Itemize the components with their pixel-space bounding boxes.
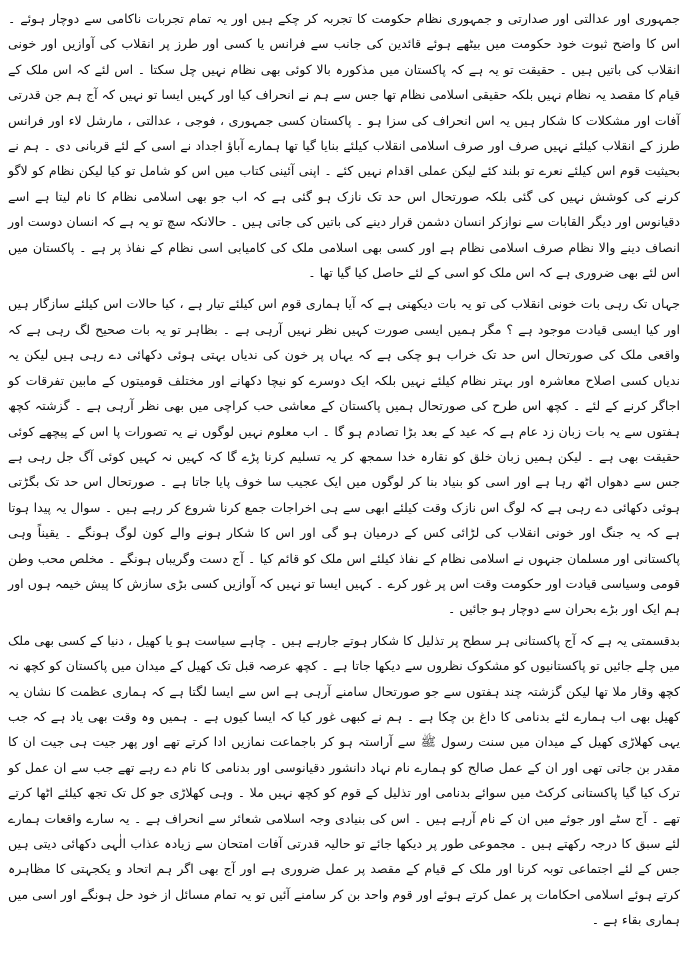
article-paragraph-2: جہاں تک رہی بات خونی انقلاب کی تو یہ بات دیکھنی ہے کہ آیا ہماری قوم اس کیلئے تیار ہے ، کیا حالات اس کیلئے سازگار ہیں اور کیا ایسی قیادت موجود ہے ؟ مگر ہمیں ایسی صورت کہیں نظر نہیں آرہی ہے ۔ بظاہر تو یہ بات صحیح لگ رہی ہے کہ واقعی ملک کی صورتحال اس حد تک خراب ہو چکی ہے کہ یہاں پر خون کی ندیاں بہتی ہوئی دکھائی دے رہی ہیں لیکن یہ ندیاں کسی اصلاح معاشرہ اور بہتر نظام کیلئے نہیں بلکہ ایک دوسرے کو نیچا دکھانے اور مختلف قومیتوں کے مابین تفرقات کو اجاگر کرنے کے لئے ۔ کچھ اس طرح کی صورتحال ہمیں پاکستان کے معاشی حب کراچی میں بھی نظر آرہی ہے ۔ گزشتہ کچھ ہفتوں سے یہ بات زبان زد عام ہے کہ عید کے بعد بڑا تصادم ہو گا ۔ اب معلوم نہیں لوگوں نے یہ تصورات پا اس کے پیچھے کوئی حقیقت بھی ہے ۔ لیکن ہمیں زبان خلق کو نقارہ خدا سمجھ کر یہ تسلیم کرنا پڑے گا کہ کہیں نہ کہیں کوئی آگ جل رہی ہے جس سے دھواں اٹھ رہا ہے اور اسی کو بنیاد بنا کر لوگوں میں ایک عجیب سا خوف پایا جاتا ہے ۔ صورتحال اس حد تک بگڑتی ہوئی دکھائی دے رہی ہے کہ لوگ اس نازک وقت کیلئے ابھی سے ہی اخراجات جمع کرنا شروع کر رہے ہیں ۔ سوال یہ پیدا ہوتا ہے کہ یہ جنگ اور خونی انقلاب کی لڑائی کس کے درمیان ہو گی اور اس کا شکار ہونے والے کون لوگ ہونگے ۔ یقیناً وہی پاکستانی اور مسلمان جنہوں نے اسلامی نظام کے نفاذ کیلئے اس ملک کو قائم کیا ۔ آج دست وگریباں ہونگے ۔ مخلص محب وطن قومی وسیاسی قیادت اور حکومت وقت اس پر غور کرے ۔ کہیں ایسا تو نہیں کہ آوازیں کسی بڑی سازش کا پیش خیمہ ہوں اور ہم ایک اور بڑے بحران سے دوچار ہو جائیں ۔: [8, 296, 680, 617]
article-paragraph-1: جمہوری اور عدالتی اور صدارتی و جمہوری نظام حکومت کا تجربہ کر چکے ہیں اور یہ تمام تجربات ناکامی سے دوچار ہوئے ۔ اس کا واضح ثبوت خود حکومت میں بیٹھے ہوئے قائدین کی جانب سے فرانس یا کسی اور طرز پر انقلاب کی آوازیں اور خونی انقلاب کی باتیں ہیں ۔ حقیقت تو یہ ہے کہ پاکستان میں مذکورہ بالا کوئی بھی نظام نہیں چل سکتا ۔ اس لئے کہ اس ملک کے قیام کا مقصد یہ نظام نہیں بلکہ حقیقی اسلامی نظام تھا جس سے ہم نے انحراف کیا اور کہیں ایسا تو نہیں کہ آج ہم جن قدرتی آفات اور مشکلات کا شکار ہیں یہ اس انحراف کی سزا ہو ۔ پاکستان کسی جمہوری ، فوجی ، عدالتی ، مارشل لاء اور فرانس طرز کے انقلاب کیلئے نہیں صرف اور صرف اسلامی انقلاب کیلئے بنایا گیا تھا ہمارے آباؤ اجداد نے اسی کے لئے قربانی دی ۔ ہم نے بحیثیت قوم اس کیلئے نعرے تو بلند کئے لیکن عملی اقدام نہیں کئے ۔ اپنی آئینی کتاب میں اس کو شامل تو کیا لیکن نظام کو لاگو کرنے کی کوشش نہیں کی گئی بلکہ صورتحال اس حد تک نازک ہو گئی ہے کہ اب جو بھی اسلامی نظام کا نام لیتا ہے اسے دقیانوس اور دیگر القابات سے نوازکر انسان دشمن قرار دینے کی باتیں کی جاتی ہیں ۔ حالانکہ سچ تو یہ ہے کہ انسان دوست اور انصاف دینے والا نظام صرف اسلامی نظام ہے اور کسی بھی اسلامی ملک کی کامیابی اسی نظام کے نفاذ پر ہے ۔ پاکستان میں اس لئے بھی ضروری ہے کہ اس ملک کو اسی کے لئے حاصل کیا گیا تھا ۔: [8, 11, 680, 281]
article-page: [8, 6, 680, 946]
article-paragraph-3: بدقسمتی یہ ہے کہ آج پاکستانی ہر سطح پر تذلیل کا شکار ہوتے جارہے ہیں ۔ چاہے سیاست ہو یا کھیل ، دنیا کے کسی بھی ملک میں چلے جائیں تو پاکستانیوں کو مشکوک نظروں سے دیکھا جاتا ہے ۔ کچھ عرصہ قبل تک کھیل کے میدان میں پاکستان کو کچھ نہ کچھ وقار ملا تھا لیکن گزشتہ چند ہفتوں سے جو صورتحال سامنے آرہی ہے اس سے ایسا لگتا ہے کہ ہماری عظمت کا نشان یہ کھیل بھی اب ہمارے لئے بدنامی کا داغ بن چکا ہے ۔ ہم نے کبھی غور کیا کہ ایسا کیوں ہے ۔ ہمیں وہ وقت بھی یاد ہے کہ جب یہی کھلاڑی کھیل کے میدان میں سنت رسول ﷺ سے آراستہ ہو کر باجماعت نمازیں ادا کرتے تھے اور پھر جیت ہی جیت ان کا مقدر بن جاتی تھی اور ان کے عمل صالح کو ہمارے نام نہاد دانشور دقیانوسی اور بدنامی کا نام دے رہے تھے جب سے ان عمل کو ترک کیا گیا پاکستانی کرکٹ میں سوائے بدنامی اور تذلیل کے قوم کو کچھ نہیں ملا ۔ وہی کھلاڑی جو کل تک تجھ کیلئے اٹھا کرتے تھے ۔ آج سٹے اور جوئے میں ان کے نام آرہے ہیں ۔ اس کی بنیادی وجہ اسلامی شعائر سے انحراف ہے ۔ یہ سارے واقعات ہمارے لئے سبق کا درجہ رکھتے ہیں ۔ مجموعی طور پر دیکھا جائے تو حالیہ قدرتی آفات امتحان سے زیادہ عذاب الٰہی دکھائی دیتی ہیں جس کے لئے اجتماعی توبہ کرنا اور ملک کے قیام کے مقصد پر عمل ضروری ہے اور آج بھی اگر ہم اتحاد و یکجہتی کا مظاہرہ کرتے ہوئے اسلامی احکامات پر عمل کرتے ہوئے اور قوم واحد بن کر سامنے آئیں تو یہ تمام مسائل از خود حل ہونگے اور اسی میں ہماری بقاء ہے ۔: [8, 632, 680, 928]
